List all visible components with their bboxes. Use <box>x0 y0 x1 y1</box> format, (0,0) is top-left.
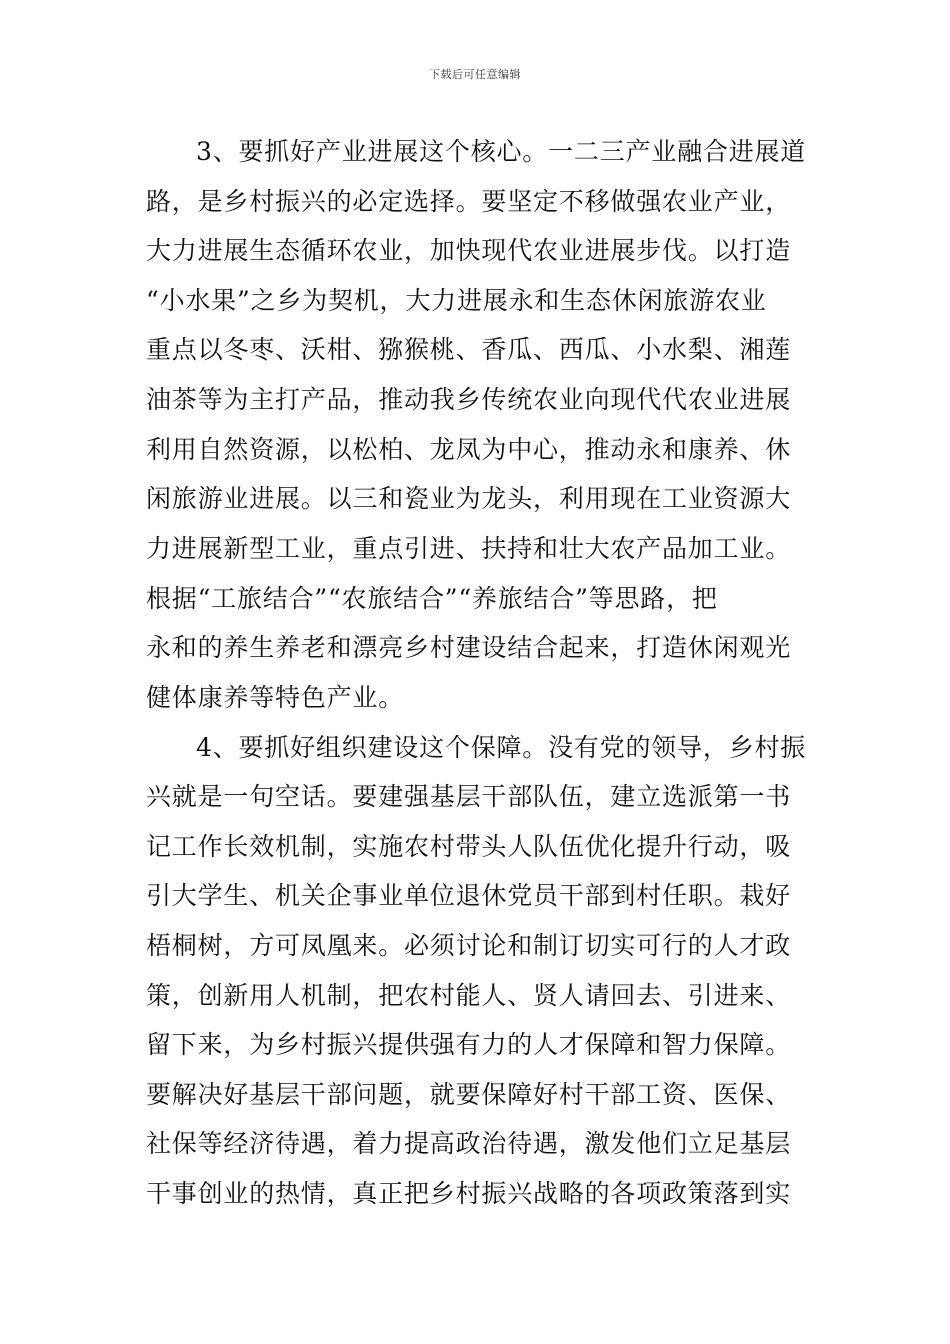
text-line: 引大学生、机关企事业单位退休党员干部到村任职。栽好 <box>146 881 792 910</box>
text-line: 4、要抓好组织建设这个保障。没有党的领导，乡村振 <box>196 733 807 762</box>
text-line: 干事创业的热情，真正把乡村振兴战略的各项政策落到实 <box>146 1179 792 1208</box>
text-line: 根据“工旅结合”“农旅结合”“养旅结合”等思路，把 <box>146 584 718 613</box>
text-line: 油茶等为主打产品，推动我乡传统农业向现代代农业进展 <box>146 385 792 414</box>
text-line: 记工作长效机制，实施农村带头人队伍优化提升行动，吸 <box>146 832 792 861</box>
text-line: 路，是乡村振兴的必定选择。要坚定不移做强农业产业， <box>146 187 792 216</box>
text-line: 健体康养等特色产业。 <box>146 683 405 712</box>
header-note: 下载后可任意编辑 <box>429 68 521 81</box>
text-line: “小水果”之乡为契机，大力进展永和生态休闲旅游农业 <box>146 286 767 315</box>
text-line: 力进展新型工业，重点引进、扶持和壮大农产品加工业。 <box>146 534 792 563</box>
text-line: 兴就是一句空话。要建强基层干部队伍，建立选派第一书 <box>146 782 792 811</box>
text-line: 社保等经济待遇，着力提高政治待遇，激发他们立足基层 <box>146 1129 792 1158</box>
text-line: 留下来，为乡村振兴提供强有力的人才保障和智力保障。 <box>146 1030 792 1059</box>
text-line: 利用自然资源，以松柏、龙凤为中心，推动永和康养、休 <box>146 435 792 464</box>
text-line: 梧桐树，方可凤凰来。必须讨论和制订切实可行的人才政 <box>146 931 792 960</box>
text-line: 要解决好基层干部问题，就要保障好村干部工资、医保、 <box>146 1080 792 1109</box>
text-line: 策，创新用人机制，把农村能人、贤人请回去、引进来、 <box>146 981 792 1010</box>
text-line: 永和的养生养老和漂亮乡村建设结合起来，打造休闲观光 <box>146 633 792 662</box>
text-line: 重点以冬枣、沃柑、猕猴桃、香瓜、西瓜、小水梨、湘莲 <box>146 335 792 364</box>
text-line: 闲旅游业进展。以三和瓷业为龙头，利用现在工业资源大 <box>146 484 792 513</box>
text-line: 3、要抓好产业进展这个核心。一二三产业融合进展道 <box>196 137 807 166</box>
text-line: 大力进展生态循环农业，加快现代农业进展步伐。以打造 <box>146 236 792 265</box>
